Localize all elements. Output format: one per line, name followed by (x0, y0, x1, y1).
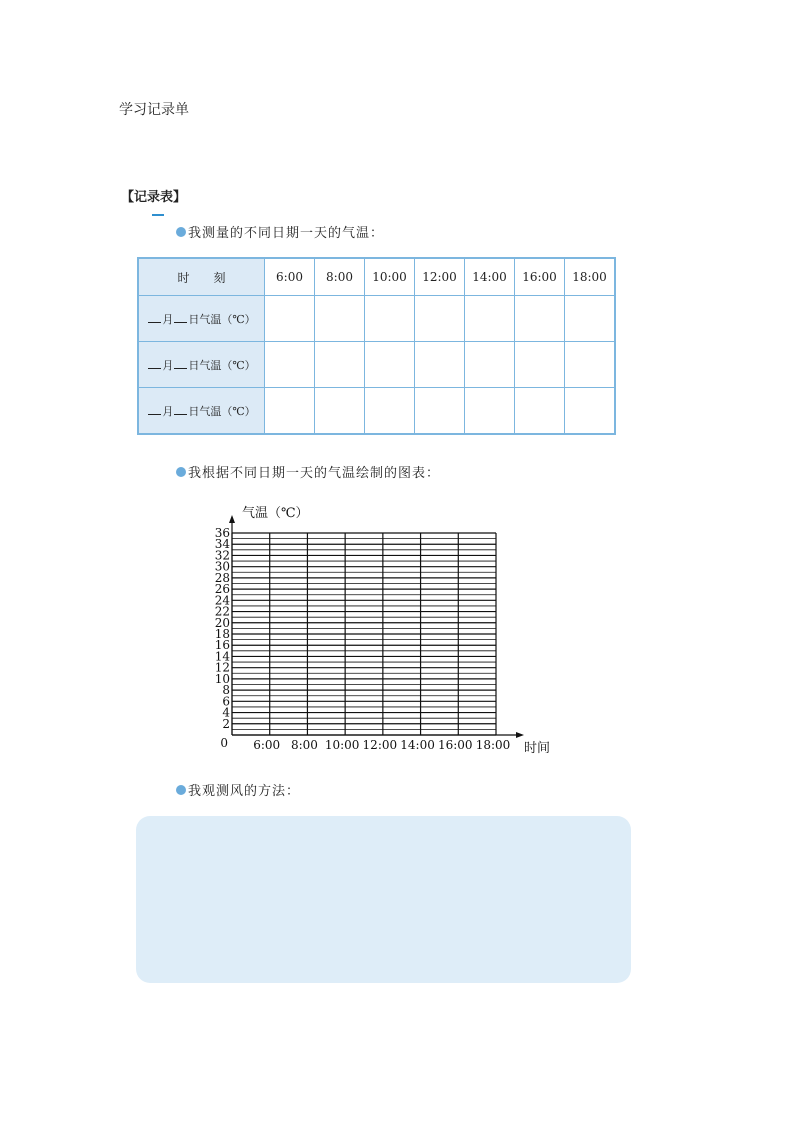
row-date-label: 月 日气温（℃） (138, 388, 265, 435)
temperature-cell[interactable] (315, 342, 365, 388)
temperature-cell[interactable] (515, 342, 565, 388)
time-header: 12:00 (415, 258, 465, 296)
origin-label: 0 (220, 736, 228, 750)
temperature-cell[interactable] (315, 296, 365, 342)
temperature-cell[interactable] (365, 342, 415, 388)
y-tick-label: 22 (214, 604, 230, 619)
y-tick-label: 32 (214, 548, 230, 563)
decorative-dash (152, 214, 164, 216)
temperature-cell[interactable] (465, 388, 515, 435)
y-tick-label: 30 (214, 559, 230, 574)
y-tick-label: 12 (214, 660, 230, 675)
x-tick-label: 16:00 (437, 738, 473, 752)
y-tick-label: 20 (214, 615, 230, 630)
temperature-cell[interactable] (515, 296, 565, 342)
y-tick-label: 14 (214, 649, 230, 664)
y-tick-label: 24 (214, 593, 230, 608)
table-header-label: 时 刻 (138, 258, 265, 296)
bullet-text: 我根据不同日期一天的气温绘制的图表： (188, 466, 441, 481)
temperature-cell[interactable] (265, 296, 315, 342)
time-header: 8:00 (315, 258, 365, 296)
x-tick-label: 14:00 (400, 738, 435, 752)
bullet-wind-method (176, 780, 300, 799)
document-title: 学习记录单 (119, 102, 189, 118)
y-axis-label: 气温（℃） (242, 506, 309, 521)
x-tick-label: 10:00 (324, 738, 360, 752)
day-blank[interactable] (174, 358, 187, 369)
temperature-cell[interactable] (565, 342, 616, 388)
bullet-text: 我观测风的方法： (188, 784, 301, 799)
temperature-grid-chart (200, 498, 560, 763)
bullet-dot-icon (176, 227, 186, 237)
y-tick-label: 8 (222, 683, 230, 698)
temperature-cell[interactable] (565, 296, 616, 342)
temperature-cell[interactable] (365, 388, 415, 435)
month-blank[interactable] (148, 312, 161, 323)
bullet-temperature-record (176, 222, 384, 241)
x-tick-label: 6:00 (253, 738, 281, 752)
day-blank[interactable] (174, 404, 187, 415)
y-tick-label: 6 (222, 694, 230, 709)
temperature-cell[interactable] (315, 388, 365, 435)
y-tick-label: 34 (214, 537, 230, 552)
bullet-dot-icon (176, 467, 186, 477)
temperature-cell[interactable] (265, 388, 315, 435)
y-tick-label: 16 (214, 638, 230, 653)
y-tick-label: 4 (222, 705, 230, 720)
temperature-cell[interactable] (365, 296, 415, 342)
month-blank[interactable] (148, 358, 161, 369)
bullet-dot-icon (176, 785, 186, 795)
temperature-cell[interactable] (465, 296, 515, 342)
temperature-cell[interactable] (465, 342, 515, 388)
y-tick-label: 36 (214, 526, 230, 540)
table-row (138, 342, 615, 388)
row-date-label: 月 日气温（℃） (138, 296, 265, 342)
table-row (138, 388, 615, 435)
wind-method-answer-box[interactable] (136, 816, 631, 983)
x-tick-label: 8:00 (290, 738, 318, 752)
time-header: 16:00 (515, 258, 565, 296)
bullet-temperature-chart (176, 462, 440, 481)
temperature-cell[interactable] (515, 388, 565, 435)
table-header-row (138, 258, 615, 296)
x-tick-label: 18:00 (475, 738, 511, 752)
time-header: 18:00 (565, 258, 616, 296)
time-header: 6:00 (265, 258, 315, 296)
y-tick-label: 26 (214, 582, 230, 597)
x-axis-arrow-icon (516, 732, 524, 738)
bullet-text: 我测量的不同日期一天的气温： (188, 226, 385, 241)
time-header: 10:00 (365, 258, 415, 296)
x-tick-label: 12:00 (362, 738, 398, 752)
row-date-label: 月 日气温（℃） (138, 342, 265, 388)
y-tick-label: 28 (214, 570, 230, 585)
day-blank[interactable] (174, 312, 187, 323)
month-blank[interactable] (148, 404, 161, 415)
x-axis-label: 时间 (524, 741, 551, 756)
temperature-cell[interactable] (415, 296, 465, 342)
time-header: 14:00 (465, 258, 515, 296)
temperature-cell[interactable] (265, 342, 315, 388)
temperature-cell[interactable] (415, 342, 465, 388)
y-tick-label: 10 (214, 671, 230, 686)
temperature-cell[interactable] (415, 388, 465, 435)
y-tick-label: 2 (222, 716, 230, 731)
y-axis-arrow-icon (229, 515, 235, 523)
temperature-record-table (137, 257, 616, 435)
y-tick-label: 18 (214, 627, 230, 641)
table-row (138, 296, 615, 342)
temperature-cell[interactable] (565, 388, 616, 435)
section-label: 【记录表】 (121, 190, 187, 205)
